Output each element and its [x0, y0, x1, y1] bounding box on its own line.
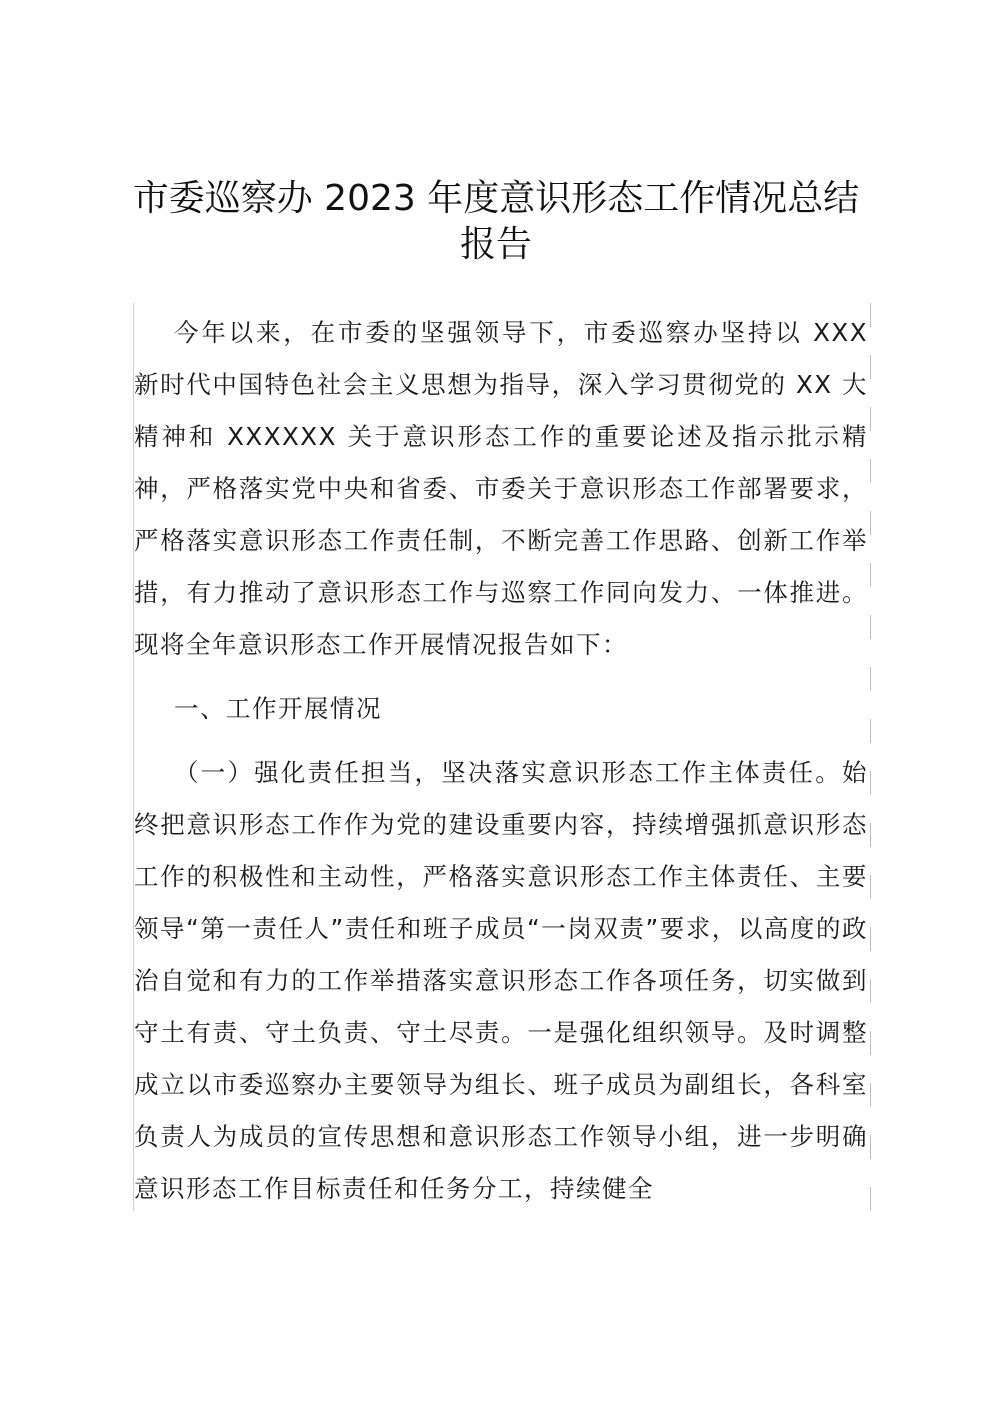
title-line-2: 报告 — [459, 224, 532, 265]
document-title — [100, 176, 892, 268]
document-body — [133, 303, 870, 1211]
section-1-paragraph-1: （一）强化责任担当，坚决落实意识形态工作主体责任。始终把意识形态工作作为党的建设重要内容，持续增强抓意识形态工作的积极性和主动性，严格落实意识形态工作主体责任、主要领导“第一责任人”责任和班子成员“一岗双责”要求，以高度的政治自觉和有力的工作举措落实意识形态工作各项任务，切实做到守土有责、守土负责、守土尽责。一是强化组织领导。及时调整成立以市委巡察办主要领导为组长、班子成员为副组长，各科室负责人为成员的宣传思想和意识形态工作领导小组，进一步明确意识形态工作目标责任和任务分工，持续健全 — [134, 758, 868, 1203]
intro-paragraph: 今年以来，在市委的坚强领导下，市委巡察办坚持以 XXX 新时代中国特色社会主义思想为指导，深入学习贯彻党的 XX 大精神和 XXXXXX 关于意识形态工作的重要论述及指示批示精神，严格落实党中央和省委、市委关于意识形态工作部署要求，严格落实意识形态工作责任制，不断完善工作思路、创新工作举措，有力推动了意识形态工作与巡察工作同向发力、一体推进。现将全年意识形态工作开展情况报告如下： — [134, 318, 868, 659]
title-line-1: 市委巡察办 2023 年度意识形态工作情况总结 — [132, 178, 860, 219]
section-heading-1: 一、工作开展情况 — [174, 694, 382, 723]
